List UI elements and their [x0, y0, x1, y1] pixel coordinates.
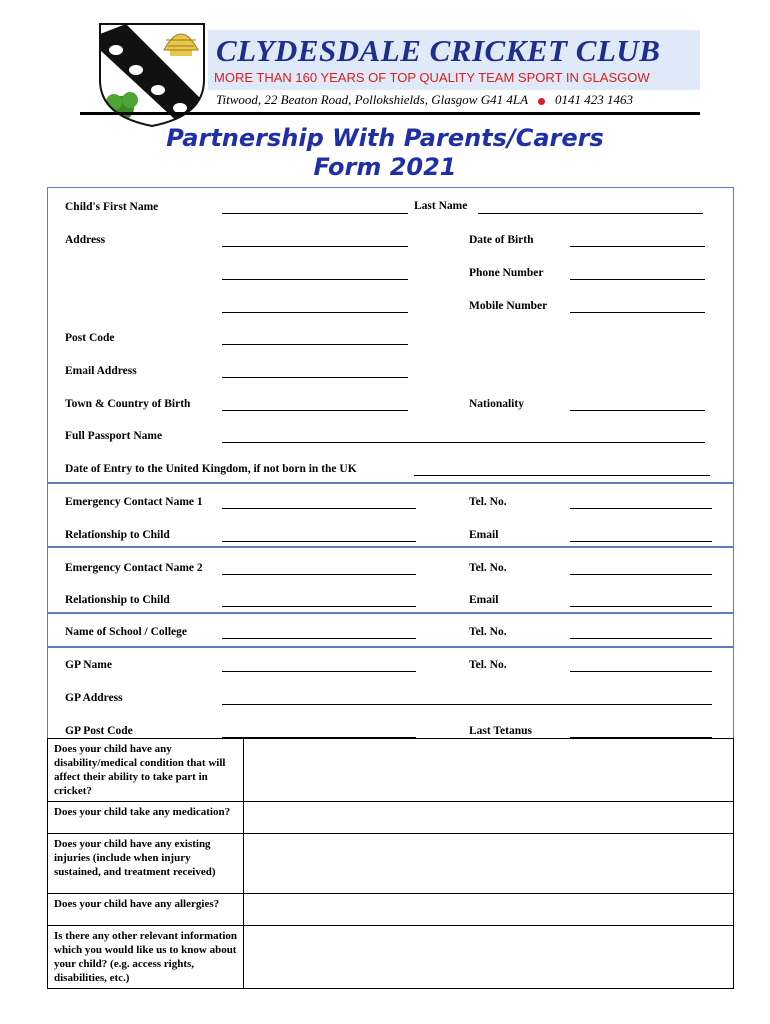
- phone-field[interactable]: [570, 279, 705, 280]
- nationality-field[interactable]: [570, 410, 705, 411]
- last-name-label: Last Name: [414, 200, 468, 212]
- mobile-label: Mobile Number: [469, 300, 548, 312]
- child-first-name-label: Child's First Name: [65, 201, 159, 213]
- club-phone: 0141 423 1463: [555, 92, 634, 107]
- gp-section: [47, 647, 734, 739]
- question-row: [48, 802, 734, 834]
- club-name: CLYDESDALE CRICKET CLUB: [216, 33, 661, 68]
- address-field-1[interactable]: [222, 246, 408, 247]
- club-address: Titwood, 22 Beaton Road, Pollokshields, Glasgow G41 4LA: [216, 92, 529, 107]
- school-name-label: Name of School / College: [65, 626, 188, 638]
- question-row: [48, 739, 734, 802]
- last-tetanus-label: Last Tetanus: [469, 725, 532, 737]
- emergency2-name-field[interactable]: [222, 574, 416, 575]
- gp-name-label: GP Name: [65, 659, 112, 671]
- emergency2-email-label: Email: [469, 594, 499, 606]
- email-field[interactable]: [222, 377, 408, 378]
- club-tagline: MORE THAN 160 YEARS OF TOP QUALITY TEAM SPORT IN GLASGOW: [214, 70, 650, 85]
- dob-label: Date of Birth: [469, 234, 534, 246]
- question-text: Does your child have any existing injuries (include when injury sustained, and treatment received): [48, 834, 244, 894]
- entry-date-label: Date of Entry to the United Kingdom, if not born in the UK: [65, 463, 357, 475]
- emergency1-email-label: Email: [469, 529, 499, 541]
- gp-tel-label: Tel. No.: [469, 659, 507, 671]
- school-tel-label: Tel. No.: [469, 626, 507, 638]
- question-row: [48, 834, 734, 894]
- address-field-3[interactable]: [222, 312, 408, 313]
- emergency2-email-field[interactable]: [570, 606, 712, 607]
- passport-name-label: Full Passport Name: [65, 430, 163, 442]
- medical-questions-table: [47, 738, 734, 989]
- form-title-line2: Form 2021: [313, 153, 457, 181]
- emergency1-name-field[interactable]: [222, 508, 416, 509]
- emergency2-relationship-label: Relationship to Child: [65, 594, 170, 606]
- entry-date-field[interactable]: [414, 475, 710, 476]
- school-tel-field[interactable]: [570, 638, 712, 639]
- answer-cell[interactable]: [244, 834, 734, 894]
- header-rule: [80, 112, 700, 115]
- child-first-name-field[interactable]: [222, 213, 408, 214]
- gp-name-field[interactable]: [222, 671, 416, 672]
- emergency2-tel-label: Tel. No.: [469, 562, 507, 574]
- question-text: Does your child take any medication?: [48, 802, 244, 834]
- gp-postcode-label: GP Post Code: [65, 725, 133, 737]
- form-title-line1: Partnership With Parents/Carers: [166, 124, 604, 152]
- bullet-dot-icon: [538, 98, 545, 105]
- question-text: Does your child have any allergies?: [48, 894, 244, 926]
- emergency1-name-label: Emergency Contact Name 1: [65, 496, 203, 508]
- nationality-label: Nationality: [469, 398, 524, 410]
- emergency1-relationship-field[interactable]: [222, 541, 416, 542]
- emergency2-name-label: Emergency Contact Name 2: [65, 562, 203, 574]
- emergency2-tel-field[interactable]: [570, 574, 712, 575]
- school-name-field[interactable]: [222, 638, 416, 639]
- answer-cell[interactable]: [244, 926, 734, 989]
- question-text: Is there any other relevant information which you would like us to know about your child? (e.g. access rights, disabilities, etc.): [48, 926, 244, 989]
- answer-cell[interactable]: [244, 802, 734, 834]
- answer-cell[interactable]: [244, 739, 734, 802]
- mobile-field[interactable]: [570, 312, 705, 313]
- question-row: [48, 894, 734, 926]
- answer-cell[interactable]: [244, 894, 734, 926]
- emergency1-tel-field[interactable]: [570, 508, 712, 509]
- town-country-label: Town & Country of Birth: [65, 398, 191, 410]
- address-field-2[interactable]: [222, 279, 408, 280]
- postcode-field[interactable]: [222, 344, 408, 345]
- gp-address-field[interactable]: [222, 704, 712, 705]
- emergency1-tel-label: Tel. No.: [469, 496, 507, 508]
- gp-address-label: GP Address: [65, 692, 123, 704]
- email-label: Email Address: [65, 365, 137, 377]
- question-row: [48, 926, 734, 989]
- question-text: Does your child have any disability/medical condition that will affect their ability to take part in cricket?: [48, 739, 244, 802]
- emergency1-email-field[interactable]: [570, 541, 712, 542]
- passport-name-field[interactable]: [222, 442, 705, 443]
- emergency2-relationship-field[interactable]: [222, 606, 416, 607]
- address-label: Address: [65, 234, 106, 246]
- club-address-line: [216, 92, 633, 108]
- postcode-label: Post Code: [65, 332, 115, 344]
- gp-tel-field[interactable]: [570, 671, 712, 672]
- dob-field[interactable]: [570, 246, 705, 247]
- emergency1-relationship-label: Relationship to Child: [65, 529, 170, 541]
- phone-label: Phone Number: [469, 267, 544, 279]
- town-country-field[interactable]: [222, 410, 408, 411]
- last-name-field[interactable]: [478, 213, 703, 214]
